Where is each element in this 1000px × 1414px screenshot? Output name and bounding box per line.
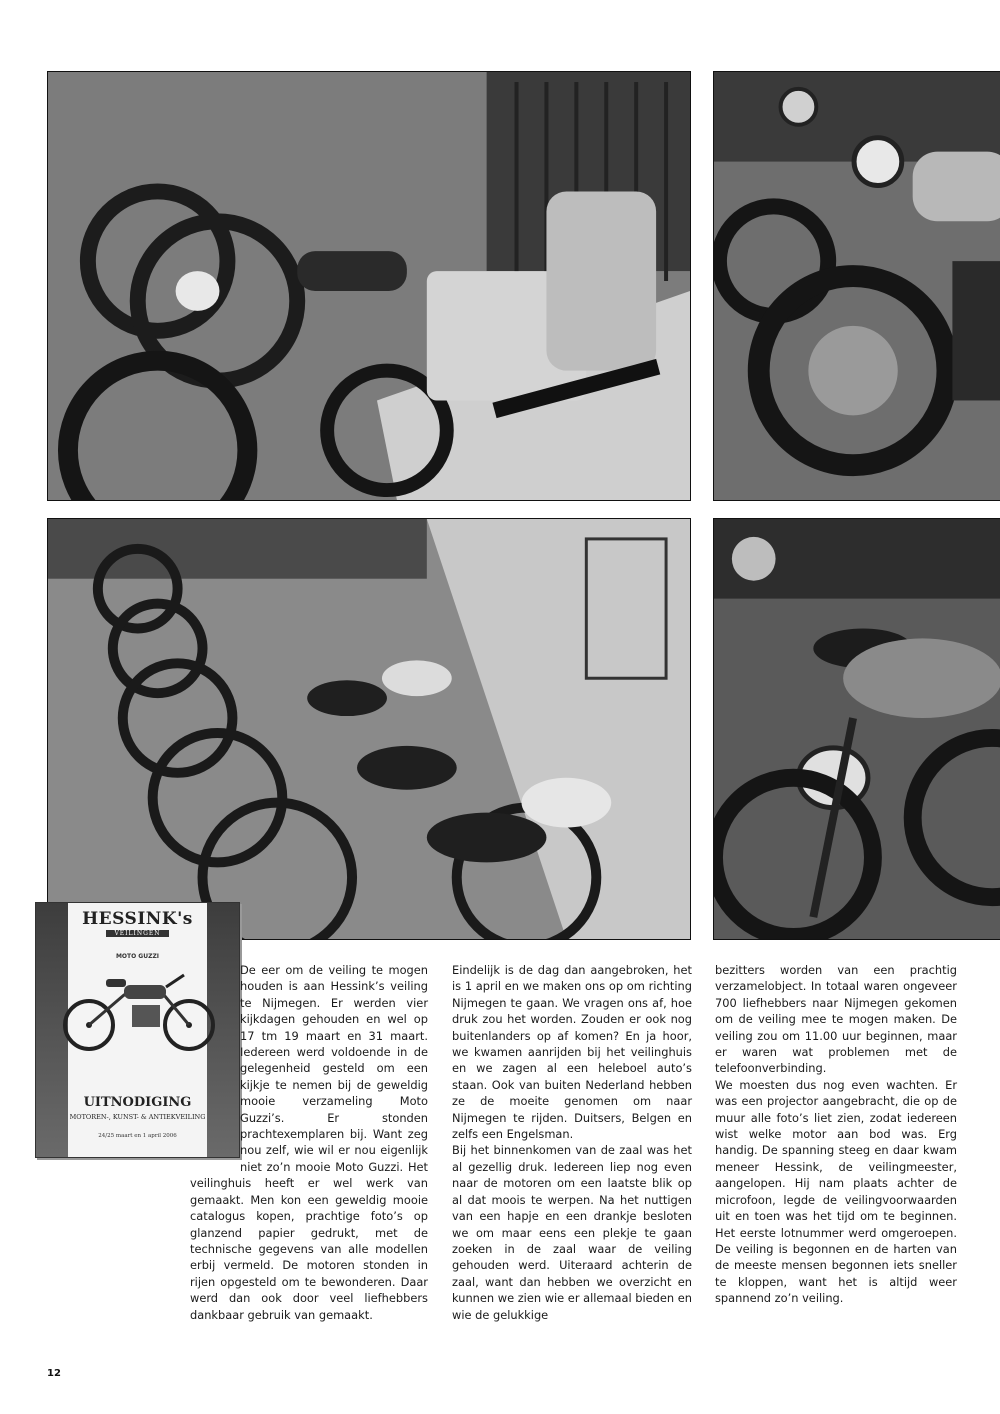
paragraph: Eindelijk is de dag dan aangebroken, het is 1 april en we maken ons op om richting Nijmegen te gaan. We vragen ons af, hoe druk zou het worden. Zouden er ook nog buitenlanders op af komen? En ja hoor, we kwamen aanrijden bij het veilinghuis en we zagen al een heleboel auto’s staan. Ook van buiten Nederland hebben ze de moeite genomen om naar Nijmegen te rijden. Duitsers, Belgen en zelfs een Engelsman. [452, 963, 692, 1142]
catalog-date: 24/25 maart en 1 april 2006 [98, 1133, 177, 1139]
paragraph: Bij het binnenkomen van de zaal was het al gezellig druk. Iedereen liep nog even naar de motoren om een laatste blik op al dat moois te werpen. Na het nuttigen van een hapje en een drankje besloten we om maar eens een plekje te gaan zoeken in de zaal waar de veiling gehouden werd. Uiteraard achterin de zaal, want dan hebben we overzicht en kunnen we zien wie er allemaal bieden en wie de gelukkige [452, 1143, 692, 1322]
moped-row-photo [47, 518, 691, 940]
moped-closeup-photo [713, 518, 1000, 940]
motorcycles-and-engine-photo [47, 71, 691, 501]
motorcycle-front-photo [713, 71, 1000, 501]
catalog-brand: HESSINK's [82, 909, 193, 929]
paragraph: bezitters worden van een prachtig verzamelobject. In totaal waren ongeveer 700 liefhebbers naar Nijmegen gekomen om de veiling mee te mogen maken. De veiling zou om 11.00 uur beginnen, maar er waren wat problemen met de telefoonverbinding. [715, 963, 957, 1076]
page-number: 12 [47, 1368, 61, 1379]
catalog-make: MOTO GUZZI [115, 953, 160, 960]
catalog-brand-sub: VEILINGEN [106, 930, 169, 937]
article-column-2 [452, 962, 692, 1323]
article-column-3 [715, 962, 957, 1307]
article-column-1 [190, 962, 428, 1323]
paragraph: We moesten dus nog even wachten. Er was een projector aangebracht, die op de muur alle foto’s liet zien, zodat iedereen wist welke motor aan bod was. Erg handig. De spanning steeg en daar kwam meneer Hessink, de veilingmeester, aangelopen. Hij nam plaats achter de microfoon, legde de veilingvoorwaarden uit en toen was het tijd om te beginnen. Het eerste lotnummer werd omgeroepen. De veiling is begonnen en de harten van de meeste mensen begonnen iets sneller te kloppen, want het is altijd weer spannend zo’n veiling. [715, 1077, 957, 1306]
catalog-title: UITNODIGING [83, 1095, 192, 1110]
catalog-subtitle: MOTOREN-, KUNST- & ANTIEKVEILING [69, 1113, 206, 1121]
paragraph: De eer om de veiling te mogen houden is aan Hessink’s veiling te Nijmegen. Er werden vier kijkdagen gehouden en wel op 17 tm 19 maart en 31 maart. Iedereen werd voldoende in de gelegenheid gesteld om een kijkje te nemen bij de geweldig mooie verzameling Moto Guzzi’s. Er stonden prachtexemplaren bij. Want zeg nou zelf, wie wil er nou eigenlijk niet zo’n mooie Moto Guzzi. Het veilinghuis heeft er wel werk van gemaakt. Men kon een geweldig mooie catalogus kopen, prachtige foto’s op glanzend papier gedrukt, met de technische gegevens van alle modellen erbij vermeld. De motoren stonden in rijen opgesteld om te bewonderen. Daar werd dan ook door veel liefhebbers dankbaar gebruik van gemaakt. [190, 963, 428, 1322]
catalog-wrap-space [190, 962, 240, 1159]
